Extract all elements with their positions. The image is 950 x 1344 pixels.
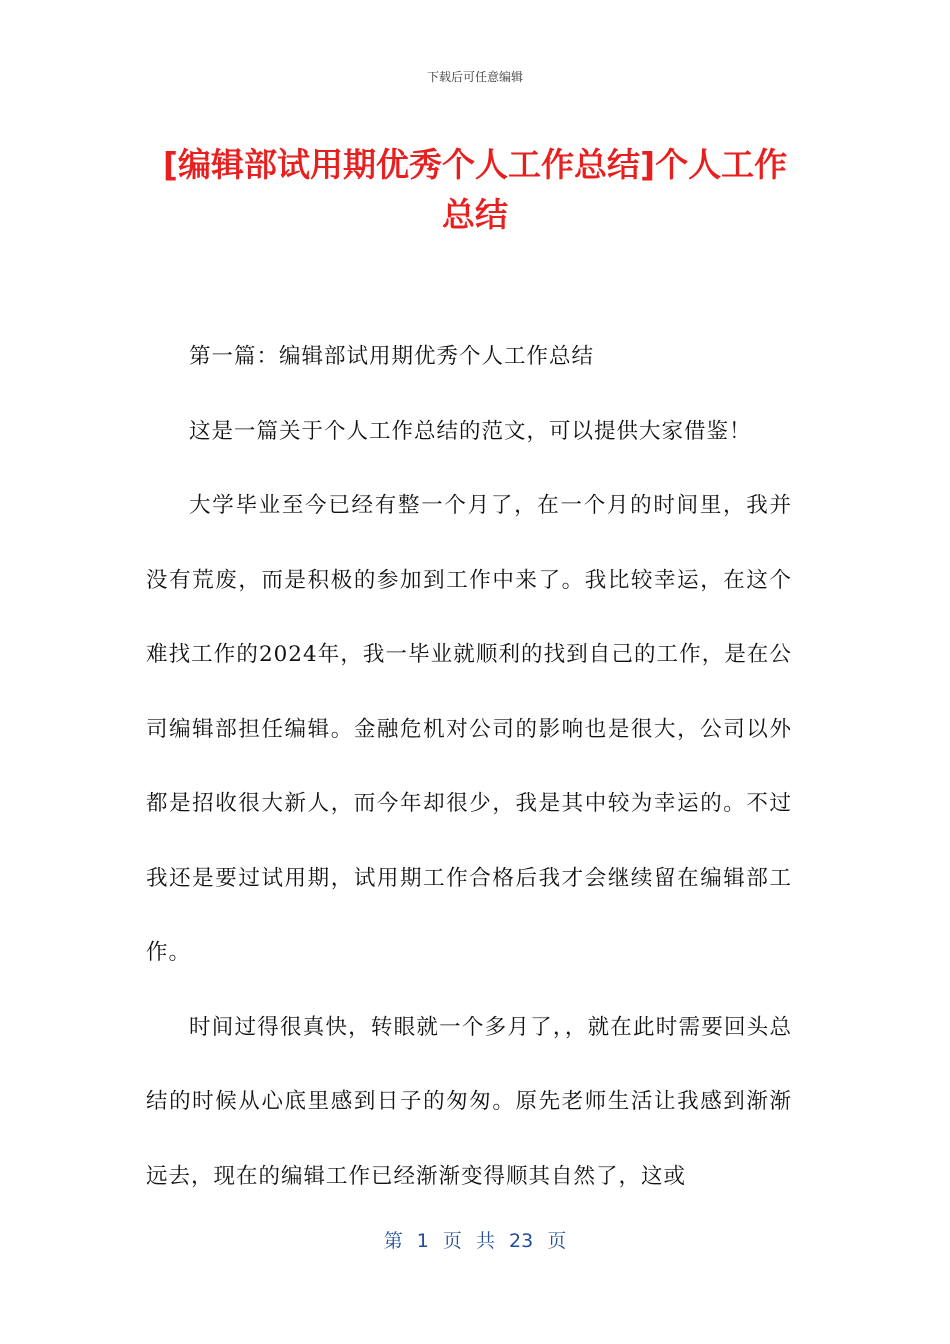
document-body [146, 320, 792, 1214]
paragraph: 大学毕业至今已经有整一个月了，在一个月的时间里，我并没有荒废，而是积极的参加到工作中来了。我比较幸运，在这个难找工作的2024年，我一毕业就顺利的找到自己的工作，是在公司编辑部担任编辑。金融危机对公司的影响也是很大，公司以外都是招收很大新人，而今年却很少，我是其中较为幸运的。不过我还是要过试用期，试用期工作合格后我才会继续留在编辑部工作。 [146, 493, 792, 965]
document-title: [编辑部试用期优秀个人工作总结]个人工作总结 [162, 145, 788, 234]
page-footer [0, 1226, 950, 1253]
header-note: 下载后可任意编辑 [426, 70, 523, 84]
footer-total-pages: 23 [509, 1230, 534, 1252]
footer-middle: 页 共 [442, 1230, 495, 1252]
footer-page-number: 1 [416, 1230, 429, 1252]
paragraph: 第一篇：编辑部试用期优秀个人工作总结 [189, 344, 595, 369]
footer-prefix: 第 [383, 1230, 403, 1252]
paragraph: 这是一篇关于个人工作总结的范文，可以提供大家借鉴！ [189, 418, 752, 444]
paragraph: 时间过得很真快，转眼就一个多月了，，就在此时需要回头总结的时候从心底里感到日子的匆匆。原先老师生活让我感到渐渐远去，现在的编辑工作已经渐渐变得顺其自然了，这或 [146, 1014, 792, 1189]
footer-suffix: 页 [547, 1230, 567, 1252]
